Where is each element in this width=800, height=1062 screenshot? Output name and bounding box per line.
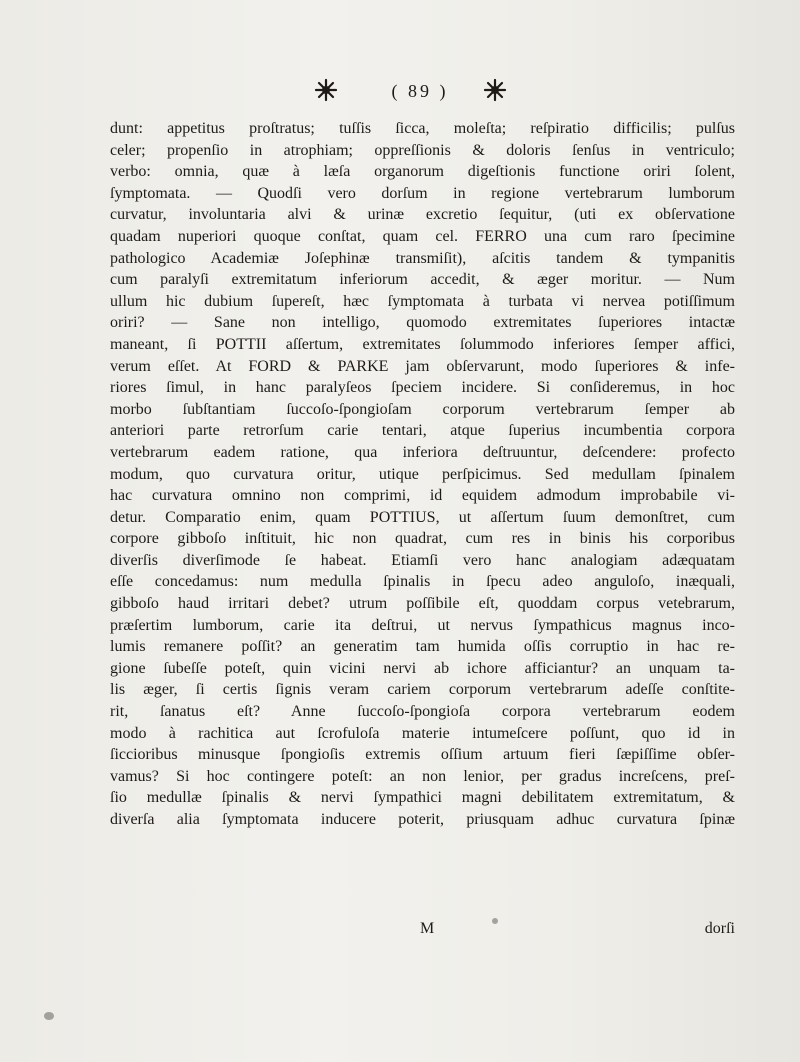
text-line: anteriori parte retrorſum carie tentari, atque ſuperius incumbentia corpora: [110, 422, 735, 440]
text-line: ſymptomata. — Quodſi vero dorſum in regione vertebrarum lumborum: [110, 184, 735, 202]
text-line: hac curvatura omnino non comprimi, id equidem admodum improbabile vi-: [110, 487, 735, 505]
text-line: pathologico Academiæ Joſephinæ transmiſit), aſcitis tandem & tympanitis: [110, 249, 735, 267]
text-line: modo à rachitica aut ſcrofuloſa materie intumeſcere poſſunt, quo id in: [110, 724, 735, 742]
text-line: præſertim lumborum, carie ita deſtrui, ut nervus ſympathicus magnus inco-: [110, 616, 735, 634]
text-line: diverſa alia ſymptomata inducere poterit, priusquam adhuc curvatura ſpinæ: [110, 811, 735, 828]
text-line: morbo ſubſtantiam ſuccoſo-ſpongioſam corporum vertebrarum ſemper ab: [110, 400, 735, 418]
text-line: verbo: omnia, quæ à læſa organorum digeſtionis functione oriri ſolent,: [110, 163, 735, 181]
text-line: gione ſubeſſe poteſt, quin vicini nervi ab ichore afficiantur? an unquam ta-: [110, 659, 735, 677]
text-line: eſſe concedamus: num medulla ſpinalis in ſpecu adeo anguloſo, inæquali,: [110, 573, 735, 591]
text-line: vertebrarum eadem ratione, qua inferiora deſtruuntur, deſcendere: profecto: [110, 443, 735, 461]
text-line: gibboſo haud irritari debet? utrum poſſibile eſt, quoddam corpus vetebrarum,: [110, 595, 735, 613]
text-line: celer; propenſio in atrophiam; oppreſſionis & doloris ſenſus in ventriculo;: [110, 141, 735, 159]
ink-blot: [44, 1012, 54, 1020]
text-line: oriri? — Sane non intelligo, quomodo extremitates ſuperiores intactæ: [110, 314, 735, 332]
text-line: vamus? Si hoc contingere poteſt: an non lenior, per gradus increſcens, preſ-: [110, 767, 735, 785]
text-line: riores ſimul, in hanc paralyſeos ſpeciem incidere. Si conſideremus, in hoc: [110, 379, 735, 397]
text-line: corpore gibboſo inſtituit, hic non quadrat, cum res in binis his corporibus: [110, 530, 735, 548]
text-line: lumis remanere poſſit? an generatim tam humida oſſis corruptio in hac re-: [110, 638, 735, 656]
asterisk-ornament-icon: [483, 78, 507, 102]
text-line: verum eſſet. At FORD & PARKE jam obſervarunt, modo ſuperiores & infe-: [110, 357, 735, 375]
text-line: ullum hic dubium ſupereſt, hæc ſymptomata à turbata vi nervea potiſſimum: [110, 292, 735, 310]
text-line: lis æger, ſi certis ſignis veram cariem corporum vertebrarum adeſſe conſtite-: [110, 681, 735, 699]
text-line: dunt: appetitus proſtratus; tuſſis ſicca, moleſta; reſpiratio difficilis; pulſus: [110, 120, 735, 137]
text-line: ſiccioribus minusque ſpongioſis extremis oſſium artuum fieri ſæpiſſime obſer-: [110, 746, 735, 764]
body-text: [110, 118, 735, 831]
text-line: modum, quo curvatura oritur, utique perſpicimus. Sed medullam ſpinalem: [110, 465, 735, 483]
text-line: cum paralyſi extremitatum inferiorum accedit, & æger moritur. — Num: [110, 271, 735, 289]
signature-mark: M: [420, 920, 435, 937]
asterisk-ornament-icon: [314, 78, 338, 102]
text-line: maneant, ſi POTTII aſſertum, extremitates ſolummodo inferiores ſemper affici,: [110, 335, 735, 353]
page-header: [0, 74, 800, 108]
catchword: dorſi: [704, 920, 735, 937]
text-line: diverſis diverſimode ſe habeat. Etiamſi vero hanc analogiam adæquatam: [110, 551, 735, 569]
text-line: detur. Comparatio enim, quam POTTIUS, ut aſſertum ſuum demonſtret, cum: [110, 508, 735, 526]
text-line: ſio medullæ ſpinalis & nervi ſympathici magni debilitatem extremitatum, &: [110, 789, 735, 807]
page-number: ( 89 ): [391, 81, 449, 101]
page-footer: [110, 920, 735, 942]
ink-blot: [492, 918, 498, 924]
text-line: curvatur, involuntaria alvi & urinæ excretio ſequitur, (uti ex obſervatione: [110, 206, 735, 224]
text-line: rit, ſanatus eſt? Anne ſuccoſo-ſpongioſa corpora vertebrarum eodem: [110, 703, 735, 721]
text-line: quadam nuperiori quoque conſtat, quam cel. FERRO una cum raro ſpecimine: [110, 227, 735, 245]
